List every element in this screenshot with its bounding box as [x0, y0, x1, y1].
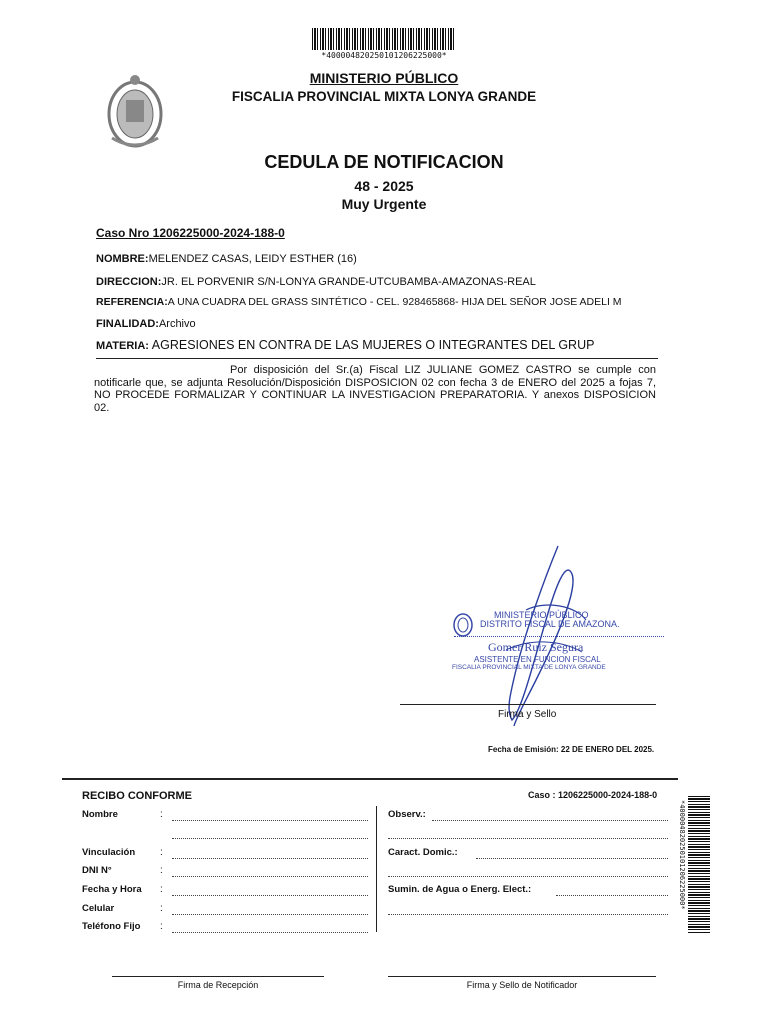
field-referencia — [96, 296, 622, 308]
barcode-side-text: *400004820250101206225000* — [678, 800, 686, 910]
emission-date: Fecha de Emisión: 22 DE ENERO DEL 2025. — [488, 745, 655, 754]
receipt-label-sumin: Sumin. de Agua o Energ. Elect.: — [388, 884, 532, 895]
observ-field[interactable] — [432, 819, 668, 821]
field-materia — [96, 338, 594, 352]
field-finalidad — [96, 318, 196, 330]
priority-label: Muy Urgente — [341, 196, 427, 212]
reception-signature-label: Firma de Recepción — [177, 980, 259, 990]
direccion-label: DIRECCION: — [96, 276, 162, 288]
receipt-label-nombre: Nombre — [82, 809, 118, 820]
nombre-field-line2[interactable] — [172, 837, 368, 839]
field-direccion — [96, 276, 536, 288]
vinculacion-field[interactable] — [172, 857, 368, 859]
office-heading: FISCALIA PROVINCIAL MIXTA LONYA GRANDE — [231, 89, 537, 104]
observ-field-line2[interactable] — [388, 837, 668, 839]
institution-heading: MINISTERIO PÚBLICO — [309, 70, 459, 86]
receipt-colon: : — [160, 865, 163, 876]
finalidad-label: FINALIDAD: — [96, 318, 159, 330]
notifier-signature-label: Firma y Sello de Notificador — [466, 980, 578, 990]
reception-signature-line — [112, 976, 324, 977]
nombre-value: MELENDEZ CASAS, LEIDY ESTHER (16) — [148, 253, 357, 265]
document-number: 48 - 2025 — [354, 178, 414, 194]
nombre-field[interactable] — [172, 819, 368, 821]
celular-field[interactable] — [172, 913, 368, 915]
receipt-case: Caso : 1206225000-2024-188-0 — [528, 790, 658, 800]
notification-body — [94, 364, 656, 414]
receipt-label-fecha-hora: Fecha y Hora — [82, 884, 142, 895]
fecha-hora-field[interactable] — [172, 894, 368, 896]
barcode-top-text: *4000048202501012062250​00* — [321, 51, 447, 60]
sumin-field-line2[interactable] — [388, 913, 668, 915]
stamp-line5: FISCALIA PROVINCIAL MIXTA DE LONYA GRANDE — [452, 664, 606, 671]
barcode-top — [312, 28, 456, 50]
receipt-colon: : — [160, 903, 163, 914]
barcode-side — [688, 796, 710, 934]
nombre-label: NOMBRE: — [96, 253, 149, 265]
receipt-label-celular: Celular — [82, 903, 115, 914]
case-number: Caso Nro 1206225000-2024-188-0 — [96, 226, 285, 240]
document-title: CEDULA DE NOTIFICACION — [264, 152, 504, 172]
referencia-label: REFERENCIA: — [96, 296, 168, 308]
receipt-colon: : — [160, 847, 163, 858]
materia-label: MATERIA: — [96, 340, 149, 352]
stamp-line1: MINISTERIO PÚBLICO — [494, 610, 589, 620]
finalidad-value: Archivo — [158, 318, 196, 330]
dni-field[interactable] — [172, 875, 368, 877]
receipt-label-dni: DNI N° — [82, 865, 112, 876]
receipt-label-telefono: Teléfono Fijo — [82, 921, 141, 932]
body-separator — [96, 358, 658, 359]
telefono-field[interactable] — [172, 931, 368, 933]
stamp-line2: DISTRITO FISCAL DE AMAZONA. — [480, 619, 620, 629]
signature-line — [400, 704, 656, 705]
stamp-seal-icon — [452, 612, 474, 638]
receipt-column-divider — [376, 806, 377, 932]
stamp-line3: Gomer Ruiz Segura — [488, 640, 584, 654]
signature-label: Firma y Sello — [498, 709, 557, 720]
receipt-top-border — [62, 778, 678, 780]
notification-body-text: Por disposición del Sr.(a) Fiscal LIZ JULIANE GOMEZ CASTRO se cumple con notificarle que, se adjunta Resolución/Disposición DISPOSICION 02 con fecha 3 de ENERO del 2025 a fojas 7, NO PROCEDE FORMALIZAR Y CONTINUAR LA INVESTIGACION PREPARATORIA. Y anexos DISPOSICION 02. — [94, 364, 656, 414]
caract-domic-field-line2[interactable] — [388, 875, 668, 877]
handwritten-signature — [486, 540, 596, 730]
caract-domic-field[interactable] — [476, 857, 668, 859]
receipt-colon: : — [160, 809, 163, 820]
notifier-signature-line — [388, 976, 656, 977]
receipt-colon: : — [160, 884, 163, 895]
materia-value: AGRESIONES EN CONTRA DE LAS MUJERES O INTEGRANTES DEL GRUP — [151, 338, 595, 352]
receipt-label-observ: Observ.: — [388, 809, 426, 820]
stamp-line4: ASISTENTE EN FUNCION FISCAL — [474, 655, 601, 664]
receipt-label-vinculacion: Vinculación — [82, 847, 136, 858]
receipt-title: RECIBO CONFORME — [82, 790, 192, 802]
sumin-field[interactable] — [556, 894, 668, 896]
receipt-colon: : — [160, 921, 163, 932]
referencia-value: A UNA CUADRA DEL GRASS SINTÉTICO - CEL. 928465868- HIJA DEL SEÑOR JOSE ADELI M — [167, 296, 622, 308]
receipt-label-caract: Caract. Domic.: — [388, 847, 458, 858]
direccion-value: JR. EL PORVENIR S/N-LONYA GRANDE-UTCUBAMBA-AMAZONAS-REAL — [161, 276, 536, 288]
field-nombre — [96, 253, 357, 265]
